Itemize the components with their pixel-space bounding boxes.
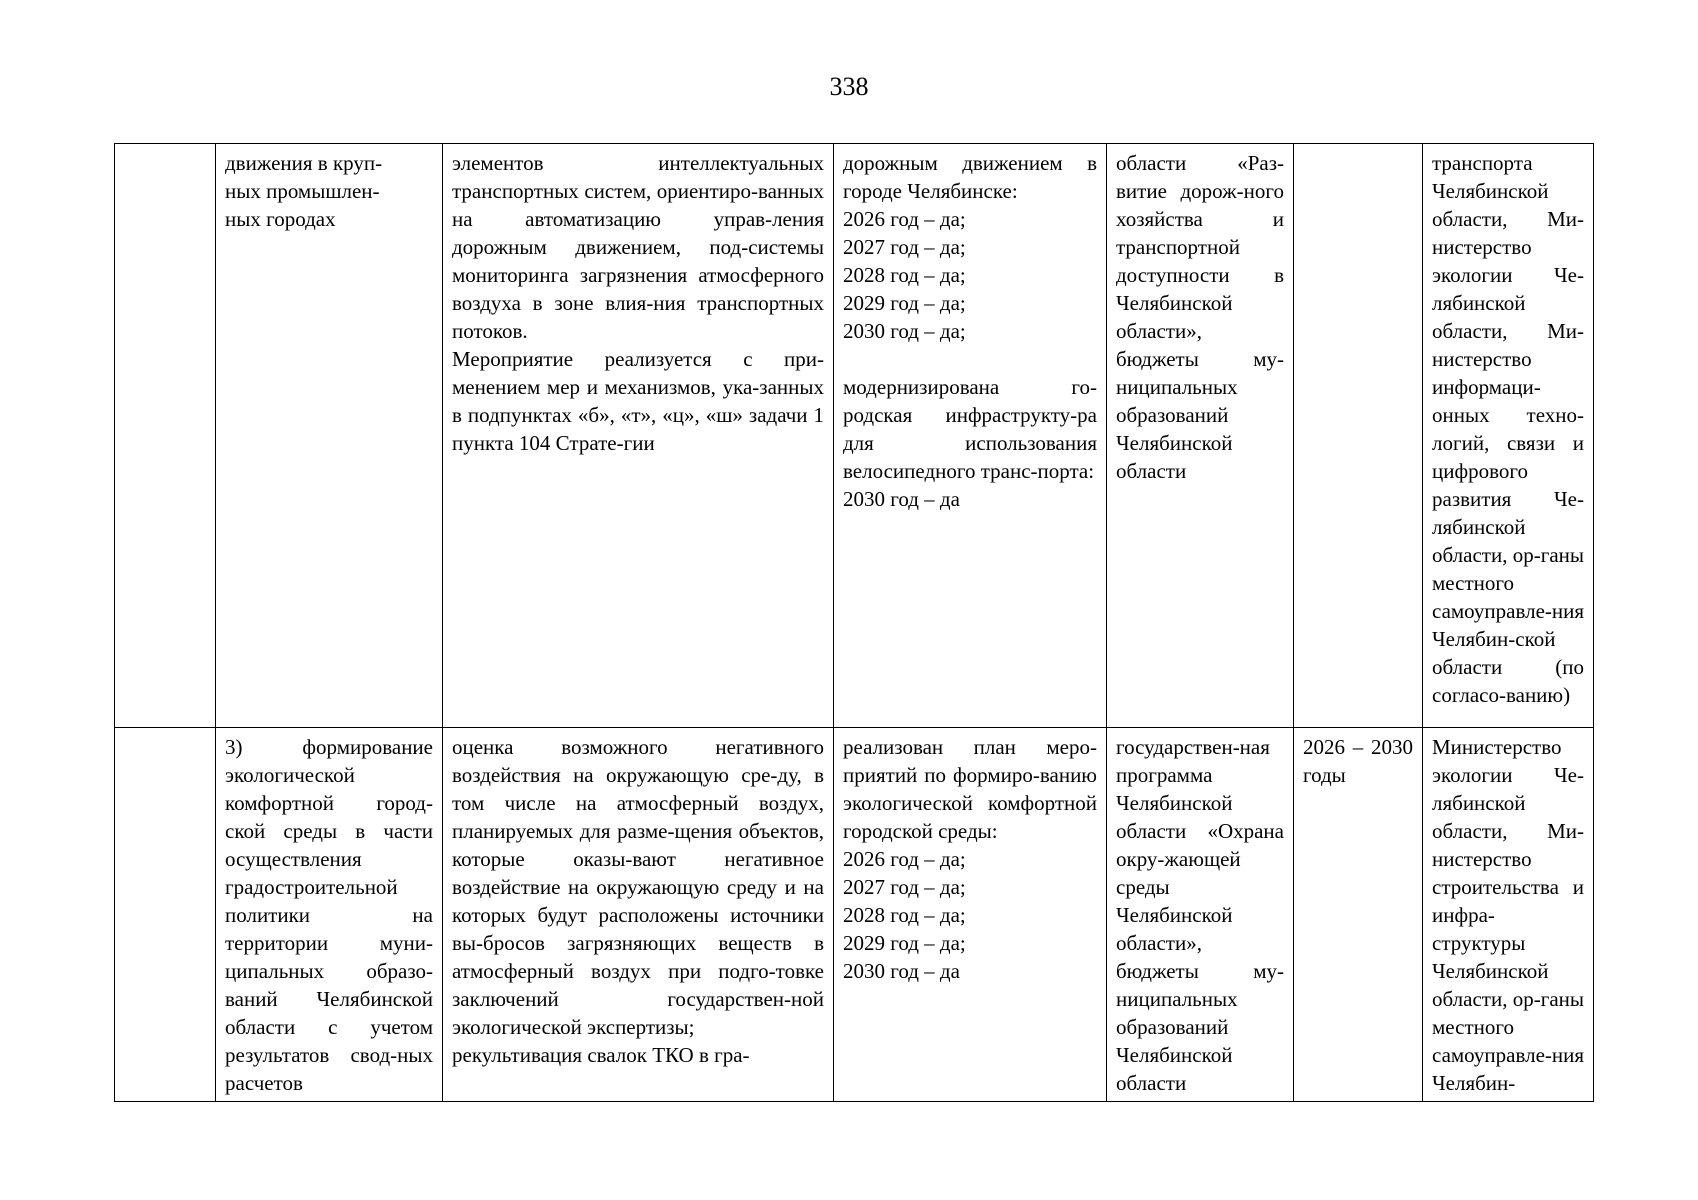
- table-row: [115, 728, 1594, 1102]
- cell-result: дорожным движением в городе Челябинске: 2026 год – да; 2027 год – да; 2028 год – да; 2029 год – да; 2030 год – да; модернизирована го-родская инфраструкту-ра для использования велосипедного транс-порта: 2030 год – да: [834, 144, 1107, 728]
- cell-responsible: транспорта Челябинской области, Ми-нистерство экологии Че-лябинской области, Ми-нистерство информаци-онных техно-логий, связи и цифрового развития Че-лябинской области, ор-ганы местного самоуправле-ния Челябин-ской области (по согласо-ванию): [1423, 144, 1594, 728]
- cell-number: [115, 728, 216, 1102]
- table-row: [115, 144, 1594, 728]
- cell-result: реализован план меро-приятий по формиро-ванию экологической комфортной городской среды: 2026 год – да; 2027 год – да; 2028 год – да; 2029 год – да; 2030 год – да: [834, 728, 1107, 1102]
- cell-funding: области «Раз-витие дорож-ного хозяйства и транспортной доступности в Челябинской области», бюджеты му-ниципальных образований Челябинской области: [1107, 144, 1294, 728]
- cell-number: [115, 144, 216, 728]
- document-table: [114, 143, 1594, 1102]
- page-number: 338: [829, 72, 869, 101]
- cell-funding: государствен-ная программа Челябинской области «Охрана окру-жающей среды Челябинской области», бюджеты му-ниципальных образований Челябинской области: [1107, 728, 1294, 1102]
- cell-task: движения в круп- ных промышлен- ных городах: [216, 144, 443, 728]
- cell-period: 2026 – 2030 годы: [1294, 728, 1423, 1102]
- cell-measure: элементов интеллектуальных транспортных систем, ориентиро-ванных на автоматизацию управ-ления дорожным движением, под-системы мониторинга загрязнения атмосферного воздуха в зоне влия-ния транспортных потоков. Мероприятие реализуется с при-менением мер и механизмов, ука-занных в подпунктах «б», «т», «ц», «ш» задачи 1 пункта 104 Страте-гии: [443, 144, 834, 728]
- cell-task: 3) формирование экологической комфортной город-ской среды в части осуществления градостроительной политики на территории муни-ципальных образо-ваний Челябинской области с учетом результатов свод-ных расчетов: [216, 728, 443, 1102]
- cell-responsible: Министерство экологии Че-лябинской области, Ми-нистерство строительства и инфра-структуры Челябинской области, ор-ганы местного самоуправле-ния Челябин-: [1423, 728, 1594, 1102]
- cell-period: [1294, 144, 1423, 728]
- cell-measure: оценка возможного негативного воздействия на окружающую сре-ду, в том числе на атмосферный воздух, планируемых для разме-щения объектов, которые оказы-вают негативное воздействие на окружающую среду и на которых будут расположены источники вы-бросов загрязняющих веществ в атмосферный воздух при подго-товке заключений государствен-ной экологической экспертизы; рекультивация свалок ТКО в гра-: [443, 728, 834, 1102]
